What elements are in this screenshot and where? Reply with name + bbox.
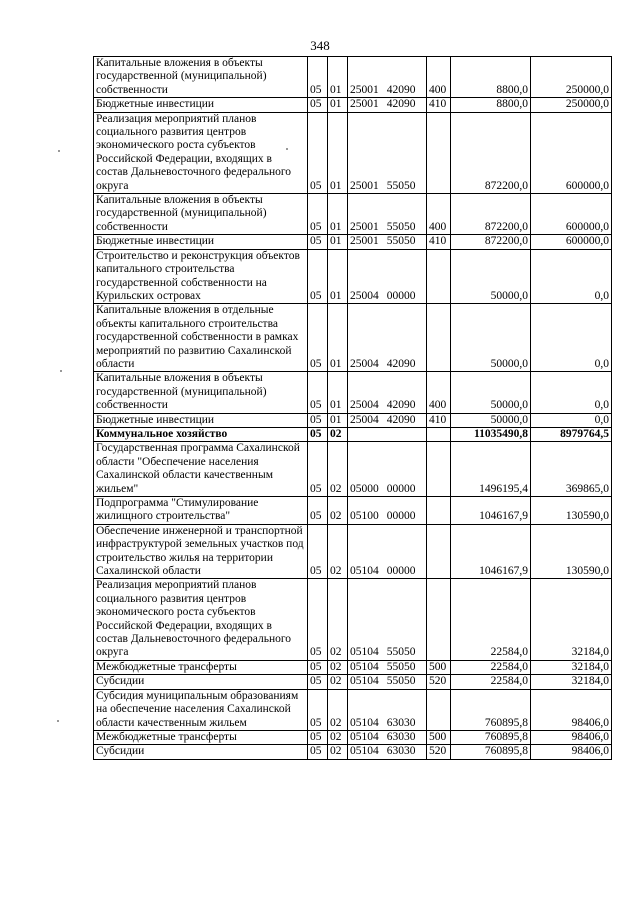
row-amount-year1: 872200,0 xyxy=(451,235,531,249)
row-section-code: 05 xyxy=(308,372,328,413)
row-subsection-code: 01 xyxy=(328,194,348,235)
row-name: Обеспечение инженерной и транспортной инфраструктурой земельных участков под строительство жилья на территории Сахалинской области xyxy=(94,524,308,579)
row-target-article xyxy=(348,112,427,193)
row-amount-year2: 600000,0 xyxy=(531,194,612,235)
target-article-program: 05000 xyxy=(350,482,379,495)
row-target-article xyxy=(348,579,427,660)
row-amount-year2: 98406,0 xyxy=(531,689,612,730)
row-amount-year1: 8800,0 xyxy=(451,57,531,98)
row-amount-year2: 32184,0 xyxy=(531,579,612,660)
row-amount-year2: 250000,0 xyxy=(531,98,612,112)
row-expense-type xyxy=(427,579,451,660)
row-target-article xyxy=(348,497,427,525)
row-target-article xyxy=(348,675,427,689)
row-amount-year2: 98406,0 xyxy=(531,745,612,759)
row-amount-year1: 872200,0 xyxy=(451,112,531,193)
target-article-program: 25001 xyxy=(350,179,379,192)
row-name: Капитальные вложения в объекты государственной (муниципальной) собственности xyxy=(94,194,308,235)
row-subsection-code: 02 xyxy=(328,442,348,497)
target-article-direction: 00000 xyxy=(386,510,416,523)
row-section-code: 05 xyxy=(308,730,328,744)
target-article-direction: 42090 xyxy=(386,413,416,426)
row-amount-year2: 130590,0 xyxy=(531,524,612,579)
row-amount-year1: 22584,0 xyxy=(451,675,531,689)
target-article-direction: 55050 xyxy=(386,220,416,233)
row-section-code: 05 xyxy=(308,524,328,579)
row-section-code: 05 xyxy=(308,689,328,730)
row-subsection-code: 01 xyxy=(328,413,348,427)
target-article-program: 25004 xyxy=(350,399,379,412)
row-subsection-code: 01 xyxy=(328,98,348,112)
target-article-program: 05104 xyxy=(350,565,379,578)
row-expense-type: 410 xyxy=(427,98,451,112)
row-target-article xyxy=(348,249,427,304)
row-amount-year1: 50000,0 xyxy=(451,304,531,372)
table-row xyxy=(94,442,612,497)
row-section-code: 05 xyxy=(308,57,328,98)
target-article-direction: 00000 xyxy=(386,565,416,578)
target-article-direction: 00000 xyxy=(386,289,416,302)
table-row xyxy=(94,427,612,441)
row-amount-year1: 1046167,9 xyxy=(451,497,531,525)
row-subsection-code: 01 xyxy=(328,372,348,413)
row-amount-year2: 600000,0 xyxy=(531,235,612,249)
target-article-direction: 55050 xyxy=(386,646,416,659)
row-target-article xyxy=(348,304,427,372)
row-target-article xyxy=(348,98,427,112)
row-section-code: 05 xyxy=(308,98,328,112)
row-name: Субсидии xyxy=(94,675,308,689)
row-name: Капитальные вложения в объекты государственной (муниципальной) собственности xyxy=(94,372,308,413)
row-expense-type xyxy=(427,689,451,730)
target-article-direction: 63030 xyxy=(386,716,416,729)
row-name: Государственная программа Сахалинской области "Обеспечение населения Сахалинской области качественным жильем" xyxy=(94,442,308,497)
row-subsection-code: 01 xyxy=(328,112,348,193)
table-row xyxy=(94,249,612,304)
row-target-article xyxy=(348,427,427,441)
row-amount-year1: 11035490,8 xyxy=(451,427,531,441)
table-row xyxy=(94,689,612,730)
row-expense-type: 400 xyxy=(427,57,451,98)
page-number: 348 xyxy=(310,38,330,53)
row-subsection-code: 01 xyxy=(328,235,348,249)
row-target-article xyxy=(348,413,427,427)
row-name: Капитальные вложения в отдельные объекты капитального строительства государственной собственности в рамках мероприятий по развитию Сахалинской области xyxy=(94,304,308,372)
table-row xyxy=(94,675,612,689)
row-subsection-code: 01 xyxy=(328,249,348,304)
budget-table xyxy=(93,56,612,760)
target-article-program: 05104 xyxy=(350,675,379,688)
row-amount-year2: 0,0 xyxy=(531,372,612,413)
row-expense-type xyxy=(427,497,451,525)
table-row xyxy=(94,730,612,744)
row-expense-type xyxy=(427,304,451,372)
target-article-program: 05104 xyxy=(350,660,379,673)
row-target-article xyxy=(348,689,427,730)
row-amount-year2: 8979764,5 xyxy=(531,427,612,441)
target-article-program: 25001 xyxy=(350,98,379,111)
row-amount-year1: 760895,8 xyxy=(451,730,531,744)
row-section-code: 05 xyxy=(308,304,328,372)
row-target-article xyxy=(348,442,427,497)
table-row xyxy=(94,194,612,235)
scan-mark xyxy=(57,720,59,722)
row-subsection-code: 02 xyxy=(328,579,348,660)
target-article-direction: 55050 xyxy=(386,660,416,673)
row-name: Бюджетные инвестиции xyxy=(94,413,308,427)
target-article-program: 05104 xyxy=(350,730,379,743)
row-amount-year1: 1496195,4 xyxy=(451,442,531,497)
row-expense-type: 520 xyxy=(427,745,451,759)
row-expense-type xyxy=(427,427,451,441)
row-expense-type: 400 xyxy=(427,194,451,235)
row-subsection-code: 02 xyxy=(328,689,348,730)
target-article-direction: 55050 xyxy=(386,675,416,688)
row-amount-year2: 600000,0 xyxy=(531,112,612,193)
table-row xyxy=(94,579,612,660)
row-expense-type xyxy=(427,442,451,497)
target-article-program: 25004 xyxy=(350,413,379,426)
table-row xyxy=(94,660,612,674)
row-subsection-code: 01 xyxy=(328,304,348,372)
row-section-code: 05 xyxy=(308,660,328,674)
table-row xyxy=(94,497,612,525)
row-target-article xyxy=(348,194,427,235)
row-amount-year1: 50000,0 xyxy=(451,413,531,427)
table-row xyxy=(94,57,612,98)
row-name: Бюджетные инвестиции xyxy=(94,98,308,112)
row-subsection-code: 02 xyxy=(328,730,348,744)
row-amount-year1: 22584,0 xyxy=(451,579,531,660)
row-section-code: 05 xyxy=(308,497,328,525)
row-expense-type xyxy=(427,112,451,193)
row-target-article xyxy=(348,372,427,413)
target-article-direction: 55050 xyxy=(386,179,416,192)
row-amount-year1: 872200,0 xyxy=(451,194,531,235)
row-subsection-code: 02 xyxy=(328,427,348,441)
row-subsection-code: 02 xyxy=(328,524,348,579)
row-amount-year1: 1046167,9 xyxy=(451,524,531,579)
row-name: Межбюджетные трансферты xyxy=(94,660,308,674)
row-amount-year1: 22584,0 xyxy=(451,660,531,674)
scan-mark xyxy=(286,148,288,150)
row-section-code: 05 xyxy=(308,579,328,660)
row-target-article xyxy=(348,524,427,579)
target-article-program: 25001 xyxy=(350,220,379,233)
row-expense-type: 410 xyxy=(427,413,451,427)
target-article-direction: 42090 xyxy=(386,83,416,96)
row-expense-type: 500 xyxy=(427,730,451,744)
row-name: Реализация мероприятий планов социального развития центров экономического роста субъектов Российской Федерации, входящих в состав Дальневосточного федерального округа xyxy=(94,579,308,660)
row-amount-year2: 0,0 xyxy=(531,249,612,304)
row-amount-year1: 760895,8 xyxy=(451,745,531,759)
target-article-program: 05104 xyxy=(350,716,379,729)
row-subsection-code: 02 xyxy=(328,745,348,759)
table-row xyxy=(94,372,612,413)
table-row xyxy=(94,112,612,193)
table-row xyxy=(94,98,612,112)
row-target-article xyxy=(348,660,427,674)
row-name: Подпрограмма "Стимулирование жилищного строительства" xyxy=(94,497,308,525)
target-article-direction: 42090 xyxy=(386,98,416,111)
target-article-direction: 42090 xyxy=(386,399,416,412)
row-subsection-code: 02 xyxy=(328,675,348,689)
row-subsection-code: 02 xyxy=(328,660,348,674)
target-article-program: 05100 xyxy=(350,510,379,523)
row-expense-type xyxy=(427,524,451,579)
scan-mark xyxy=(58,150,60,152)
target-article-direction: 55050 xyxy=(386,235,416,248)
row-expense-type xyxy=(427,249,451,304)
row-target-article xyxy=(348,235,427,249)
table-row xyxy=(94,235,612,249)
row-section-code: 05 xyxy=(308,112,328,193)
table-row xyxy=(94,413,612,427)
row-name: Субсидия муниципальным образованиям на обеспечение населения Сахалинской области качественным жильем xyxy=(94,689,308,730)
table-row xyxy=(94,745,612,759)
row-section-code: 05 xyxy=(308,413,328,427)
row-section-code: 05 xyxy=(308,745,328,759)
target-article-direction: 63030 xyxy=(386,730,416,743)
row-name: Коммунальное хозяйство xyxy=(94,427,308,441)
row-name: Субсидии xyxy=(94,745,308,759)
target-article-program: 25001 xyxy=(350,83,379,96)
row-target-article xyxy=(348,730,427,744)
table-row xyxy=(94,304,612,372)
target-article-direction: 63030 xyxy=(386,745,416,758)
row-amount-year2: 32184,0 xyxy=(531,675,612,689)
row-subsection-code: 01 xyxy=(328,57,348,98)
row-expense-type: 410 xyxy=(427,235,451,249)
row-amount-year2: 369865,0 xyxy=(531,442,612,497)
table-row xyxy=(94,524,612,579)
row-section-code: 05 xyxy=(308,249,328,304)
row-name: Межбюджетные трансферты xyxy=(94,730,308,744)
row-subsection-code: 02 xyxy=(328,497,348,525)
target-article-program: 25004 xyxy=(350,357,379,370)
row-amount-year1: 50000,0 xyxy=(451,249,531,304)
row-section-code: 05 xyxy=(308,427,328,441)
row-target-article xyxy=(348,57,427,98)
target-article-program: 25004 xyxy=(350,289,379,302)
target-article-program: 05104 xyxy=(350,745,379,758)
row-expense-type: 520 xyxy=(427,675,451,689)
row-expense-type: 400 xyxy=(427,372,451,413)
target-article-direction: 42090 xyxy=(386,357,416,370)
row-amount-year2: 0,0 xyxy=(531,413,612,427)
row-section-code: 05 xyxy=(308,675,328,689)
row-target-article xyxy=(348,745,427,759)
row-amount-year1: 50000,0 xyxy=(451,372,531,413)
row-amount-year1: 760895,8 xyxy=(451,689,531,730)
row-name: Реализация мероприятий планов социального развития центров экономического роста субъектов Российской Федерации, входящих в состав Дальневосточного федерального округа xyxy=(94,112,308,193)
row-section-code: 05 xyxy=(308,194,328,235)
row-name: Капитальные вложения в объекты государственной (муниципальной) собственности xyxy=(94,57,308,98)
scan-mark xyxy=(60,370,62,372)
row-amount-year2: 250000,0 xyxy=(531,57,612,98)
target-article-program: 25001 xyxy=(350,235,379,248)
target-article-program: 05104 xyxy=(350,646,379,659)
row-amount-year2: 130590,0 xyxy=(531,497,612,525)
target-article-direction: 00000 xyxy=(386,482,416,495)
row-name: Строительство и реконструкция объектов капитального строительства государственной собственности на Курильских островах xyxy=(94,249,308,304)
row-amount-year2: 0,0 xyxy=(531,304,612,372)
row-amount-year2: 98406,0 xyxy=(531,730,612,744)
row-amount-year2: 32184,0 xyxy=(531,660,612,674)
row-section-code: 05 xyxy=(308,442,328,497)
row-expense-type: 500 xyxy=(427,660,451,674)
row-amount-year1: 8800,0 xyxy=(451,98,531,112)
row-section-code: 05 xyxy=(308,235,328,249)
row-name: Бюджетные инвестиции xyxy=(94,235,308,249)
